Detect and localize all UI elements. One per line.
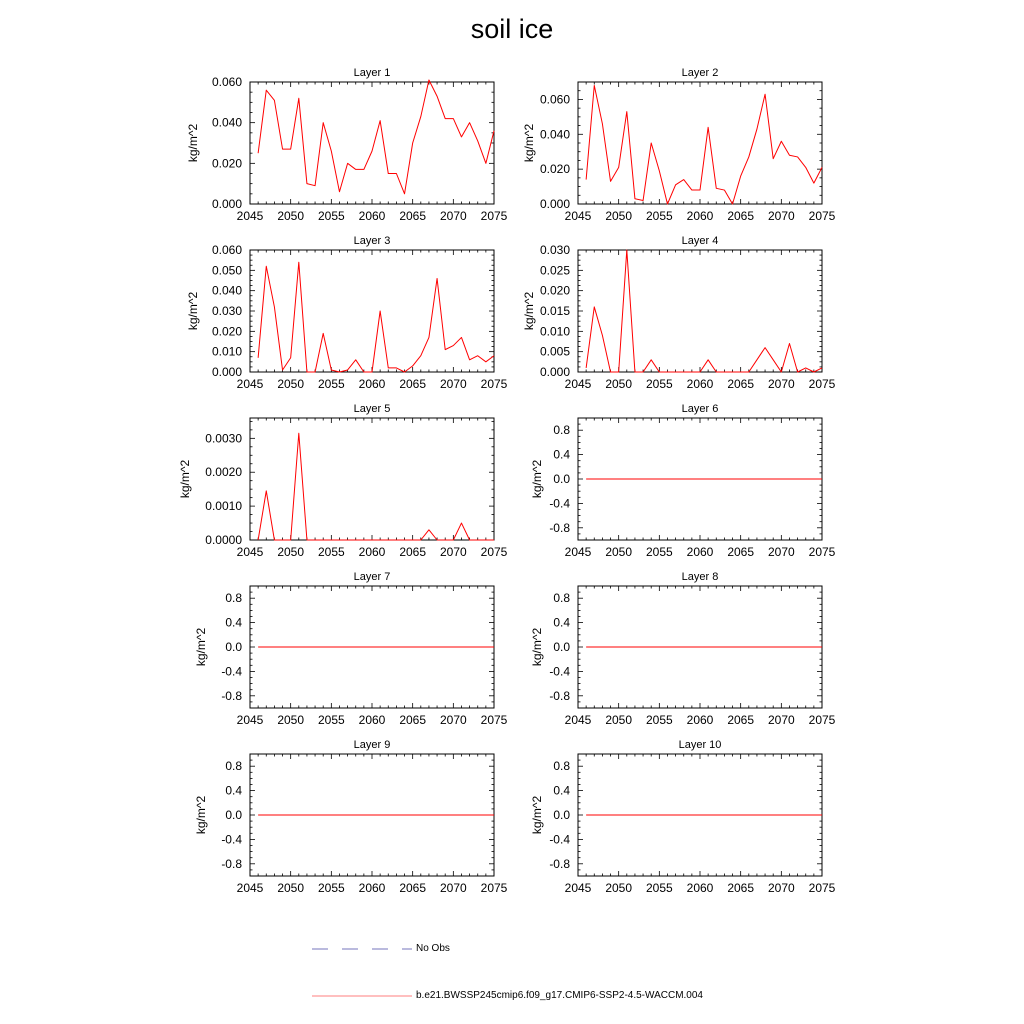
x-tick-label: 2075 <box>808 377 836 391</box>
x-tick-label: 2065 <box>727 881 755 895</box>
y-tick-label: 0.020 <box>539 162 570 177</box>
y-tick-label: 0.015 <box>539 304 570 318</box>
y-tick-label: 0.040 <box>539 127 570 142</box>
x-tick-label: 2075 <box>808 545 836 559</box>
subplot-layer-9 <box>194 739 508 895</box>
subplot-layer-8 <box>530 571 836 727</box>
x-tick-label: 2065 <box>399 545 427 559</box>
x-tick-label: 2045 <box>236 209 264 223</box>
x-tick-label: 2065 <box>727 545 755 559</box>
y-tick-label: 0.005 <box>539 344 570 359</box>
y-tick-label: 0.8 <box>225 759 242 774</box>
legend-model-label: b.e21.BWSSP245cmip6.f09_g17.CMIP6-SSP2-4.5-WACCM.004 <box>416 990 703 1001</box>
x-tick-label: 2070 <box>767 713 795 727</box>
x-tick-label: 2075 <box>480 713 508 727</box>
x-tick-label: 2070 <box>767 881 795 895</box>
subplot-title: Layer 4 <box>681 235 719 247</box>
x-tick-label: 2055 <box>645 377 673 391</box>
y-tick-label: 0.030 <box>539 243 570 257</box>
y-tick-label: 0.020 <box>211 156 242 171</box>
x-tick-label: 2070 <box>439 713 467 727</box>
x-tick-label: 2050 <box>605 881 633 895</box>
x-tick-label: 2045 <box>564 377 592 391</box>
y-tick-label: 0.0 <box>553 472 570 486</box>
x-tick-label: 2055 <box>645 545 673 559</box>
x-tick-label: 2075 <box>480 377 508 391</box>
x-tick-label: 2070 <box>439 881 467 895</box>
x-tick-label: 2055 <box>645 881 673 895</box>
y-tick-label: -0.8 <box>549 520 570 535</box>
y-tick-label: -0.4 <box>549 496 570 511</box>
x-tick-label: 2050 <box>277 377 305 391</box>
x-tick-label: 2055 <box>317 881 345 895</box>
x-tick-label: 2060 <box>686 881 714 895</box>
x-tick-label: 2065 <box>399 209 427 223</box>
y-tick-label: 0.4 <box>553 615 570 630</box>
x-tick-label: 2055 <box>317 545 345 559</box>
y-tick-label: 0.0030 <box>205 431 242 446</box>
y-tick-label: 0.000 <box>211 197 242 211</box>
x-tick-label: 2045 <box>564 209 592 223</box>
y-tick-label: 0.0000 <box>205 533 242 547</box>
x-tick-label: 2055 <box>645 209 673 223</box>
x-tick-label: 2065 <box>399 713 427 727</box>
series-line <box>586 85 822 204</box>
x-tick-label: 2045 <box>236 713 264 727</box>
y-axis-label: kg/m^2 <box>186 123 200 163</box>
subplot-title: Layer 9 <box>353 739 391 751</box>
subplot-layer-4 <box>522 235 836 391</box>
subplot-layer-3 <box>186 235 508 391</box>
subplot-layer-1 <box>186 67 508 223</box>
y-axis-label: kg/m^2 <box>530 795 544 835</box>
y-tick-label: 0.4 <box>553 447 570 462</box>
x-tick-label: 2060 <box>358 377 386 391</box>
y-tick-label: 0.025 <box>539 263 570 278</box>
y-tick-label: 0.010 <box>211 344 242 359</box>
subplot-title: Layer 10 <box>678 739 722 751</box>
plot-frame <box>250 250 494 372</box>
x-tick-label: 2055 <box>317 713 345 727</box>
y-tick-label: 0.040 <box>211 115 242 130</box>
subplot-title: Layer 6 <box>681 403 719 415</box>
subplot-layer-2 <box>522 67 836 223</box>
x-tick-label: 2065 <box>727 713 755 727</box>
y-tick-label: 0.010 <box>539 324 570 339</box>
y-tick-label: 0.8 <box>553 591 570 606</box>
x-tick-label: 2050 <box>277 545 305 559</box>
x-tick-label: 2060 <box>358 545 386 559</box>
y-tick-label: 0.000 <box>211 365 242 379</box>
y-tick-label: 0.000 <box>539 365 570 379</box>
y-tick-label: 0.4 <box>553 783 570 798</box>
x-tick-label: 2070 <box>767 545 795 559</box>
y-axis-label: kg/m^2 <box>530 627 544 667</box>
y-tick-label: 0.0010 <box>205 499 242 514</box>
y-axis-label: kg/m^2 <box>530 459 544 499</box>
x-tick-label: 2070 <box>767 377 795 391</box>
x-tick-label: 2045 <box>236 881 264 895</box>
x-tick-label: 2060 <box>686 209 714 223</box>
x-tick-label: 2050 <box>605 209 633 223</box>
series-line <box>586 250 822 372</box>
y-tick-label: -0.4 <box>549 832 570 847</box>
x-tick-label: 2060 <box>686 713 714 727</box>
subplot-title: Layer 8 <box>681 571 719 583</box>
x-tick-label: 2070 <box>439 545 467 559</box>
x-tick-label: 2045 <box>564 881 592 895</box>
y-tick-label: 0.0 <box>225 640 242 654</box>
x-tick-label: 2055 <box>317 209 345 223</box>
plot-frame <box>578 82 822 204</box>
x-tick-label: 2055 <box>645 713 673 727</box>
chart-title: soil ice <box>470 14 554 44</box>
x-tick-label: 2050 <box>277 209 305 223</box>
x-tick-label: 2060 <box>686 377 714 391</box>
series-line <box>258 433 494 540</box>
y-tick-label: 0.020 <box>211 324 242 339</box>
y-tick-label: -0.4 <box>221 664 242 679</box>
x-tick-label: 2050 <box>277 881 305 895</box>
plot-frame <box>250 418 494 540</box>
y-tick-label: 0.060 <box>539 92 570 107</box>
x-tick-label: 2045 <box>564 545 592 559</box>
y-axis-label: kg/m^2 <box>186 291 200 331</box>
y-tick-label: 0.4 <box>225 783 242 798</box>
y-tick-label: 0.8 <box>553 759 570 774</box>
y-tick-label: -0.8 <box>221 688 242 703</box>
x-tick-label: 2065 <box>727 377 755 391</box>
x-tick-label: 2060 <box>358 209 386 223</box>
y-tick-label: 0.050 <box>211 263 242 278</box>
x-tick-label: 2075 <box>808 713 836 727</box>
subplot-title: Layer 3 <box>353 235 391 247</box>
x-tick-label: 2075 <box>808 209 836 223</box>
x-tick-label: 2065 <box>399 881 427 895</box>
x-tick-label: 2075 <box>808 881 836 895</box>
y-tick-label: 0.060 <box>211 75 242 89</box>
y-tick-label: 0.0 <box>225 808 242 822</box>
subplot-layer-6 <box>530 403 836 559</box>
x-tick-label: 2075 <box>480 881 508 895</box>
x-tick-label: 2070 <box>439 377 467 391</box>
y-tick-label: -0.4 <box>549 664 570 679</box>
x-tick-label: 2070 <box>439 209 467 223</box>
y-axis-label: kg/m^2 <box>522 291 536 331</box>
y-tick-label: 0.060 <box>211 243 242 257</box>
subplot-title: Layer 5 <box>353 403 391 415</box>
legend-obs-label: No Obs <box>416 943 450 954</box>
x-tick-label: 2050 <box>605 713 633 727</box>
x-tick-label: 2060 <box>686 545 714 559</box>
y-tick-label: -0.8 <box>221 856 242 871</box>
y-tick-label: 0.0020 <box>205 465 242 480</box>
x-tick-label: 2055 <box>317 377 345 391</box>
subplot-title: Layer 7 <box>353 571 391 583</box>
x-tick-label: 2050 <box>605 545 633 559</box>
y-axis-label: kg/m^2 <box>194 627 208 667</box>
x-tick-label: 2060 <box>358 713 386 727</box>
y-tick-label: 0.020 <box>539 283 570 298</box>
x-tick-label: 2045 <box>236 545 264 559</box>
y-tick-label: 0.000 <box>539 197 570 211</box>
y-tick-label: 0.8 <box>225 591 242 606</box>
y-axis-label: kg/m^2 <box>522 123 536 163</box>
y-tick-label: -0.8 <box>549 856 570 871</box>
subplot-layer-10 <box>530 739 836 895</box>
y-tick-label: 0.4 <box>225 615 242 630</box>
x-tick-label: 2050 <box>605 377 633 391</box>
plot-frame <box>578 250 822 372</box>
x-tick-label: 2075 <box>480 209 508 223</box>
x-tick-label: 2060 <box>358 881 386 895</box>
series-line <box>258 80 494 194</box>
y-tick-label: 0.030 <box>211 304 242 318</box>
x-tick-label: 2065 <box>399 377 427 391</box>
subplot-layer-5 <box>178 403 508 559</box>
x-tick-label: 2070 <box>767 209 795 223</box>
x-tick-label: 2045 <box>236 377 264 391</box>
subplot-title: Layer 1 <box>353 67 391 79</box>
y-tick-label: 0.0 <box>553 640 570 654</box>
y-tick-label: 0.8 <box>553 423 570 438</box>
y-tick-label: 0.0 <box>553 808 570 822</box>
series-line <box>258 262 494 372</box>
x-tick-label: 2065 <box>727 209 755 223</box>
y-axis-label: kg/m^2 <box>194 795 208 835</box>
y-tick-label: -0.4 <box>221 832 242 847</box>
y-tick-label: 0.040 <box>211 283 242 298</box>
y-tick-label: -0.8 <box>549 688 570 703</box>
plot-frame <box>250 82 494 204</box>
x-tick-label: 2050 <box>277 713 305 727</box>
x-tick-label: 2045 <box>564 713 592 727</box>
subplot-title: Layer 2 <box>681 67 719 79</box>
y-axis-label: kg/m^2 <box>178 459 192 499</box>
subplot-layer-7 <box>194 571 508 727</box>
x-tick-label: 2075 <box>480 545 508 559</box>
